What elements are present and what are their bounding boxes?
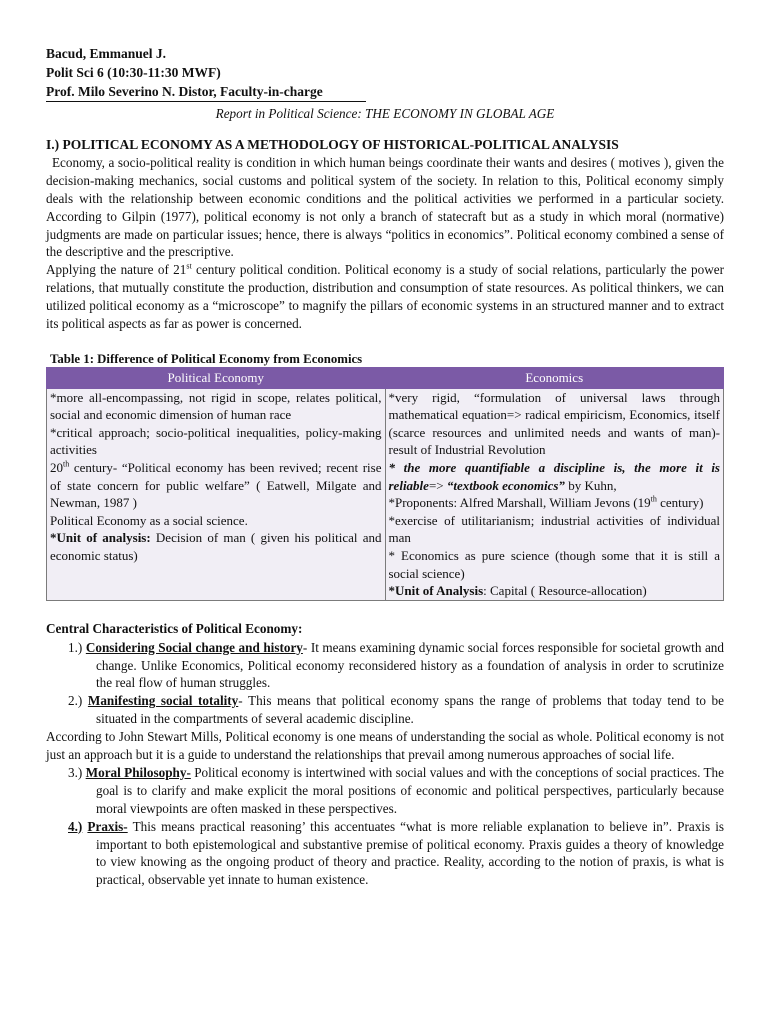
list-item-title: Considering Social change and history [85, 639, 303, 655]
text-run: => [428, 477, 447, 493]
table-caption: Table 1: Difference of Political Economy from Economics [50, 351, 363, 366]
superscript: th [650, 494, 657, 504]
characteristics-heading: Central Characteristics of Political Economy: [46, 620, 303, 636]
text-run: Applying the nature of 21 [46, 262, 187, 278]
bold-italic-text: * the more quantifiable a discipline is, the more it is reliable [388, 459, 720, 493]
document-page [46, 44, 724, 889]
pe-point-scope: *more all-encompassing, not rigid in scope, relates political, social and economic dimension of human race [50, 389, 382, 423]
report-title: Report in Political Science: THE ECONOMY IN GLOBAL AGE [215, 106, 555, 121]
ec-point-proponents [389, 494, 721, 512]
pe-point-unit-of-analysis [50, 529, 382, 564]
list-number: 2.) [68, 693, 83, 709]
ec-point-utilitarianism: *exercise of utilitarianism; industrial activities of individual man [388, 512, 720, 546]
text-run: Decision of man ( given his political and economic status) [50, 530, 382, 563]
ec-point-pure-science: * Economics as pure science (though some that it is still a social science) [388, 547, 720, 581]
text-run: by Kuhn, [564, 477, 617, 493]
cell-economics [385, 388, 724, 600]
ec-point-unit-of-analysis [389, 582, 721, 600]
list-number: 1.) [68, 639, 83, 655]
text-run: century political condition. Political economy is a study of social relations, particularly the power relations, that mutually constitute the production, distribution and consumption of state resources. As political thinkers, we can utilized political economy as a “microscope” to magnify the pillars of economic systems in an structured manner and to extract its political aspects as far as power is concerned. [46, 262, 724, 332]
list-item-praxis [46, 818, 724, 890]
comparison-table [46, 367, 724, 601]
list-item-text: - It means examining dynamic social forces responsible for societal growth and change. Unlike Economics, Political economy reconsidered history as a foundation of analysis in order to scrutinize the real flow of human struggles. [96, 639, 724, 691]
bold-label: *Unit of Analysis [388, 583, 484, 599]
paragraph-21st-century [46, 261, 724, 333]
table-header-row [47, 367, 724, 388]
list-item-moral-philosophy [46, 764, 724, 818]
section-heading: I.) POLITICAL ECONOMY AS A METHODOLOGY OF HISTORICAL-POLITICAL ANALYSIS [46, 136, 619, 152]
ec-point-quantifiable [389, 459, 721, 494]
pe-point-social-science: Political Economy as a social science. [50, 512, 248, 528]
pe-point-20th-century [50, 459, 382, 512]
table-row [47, 388, 724, 600]
bold-label: *Unit of analysis: [50, 530, 151, 546]
header-economics: Economics [385, 367, 724, 388]
list-number: 3.) [68, 764, 83, 780]
text-run: 20 [50, 459, 63, 475]
list-item-title: Moral Philosophy- [85, 764, 191, 780]
text-run: *Proponents: Alfred Marshall, William Jevons (19 [388, 495, 651, 511]
list-item-text: Political economy is intertwined with social values and with the conceptions of social practices. The goal is to clarify and make explicit the moral positions of economic and political perspectives, particularly because moral viewpoints are often masked in these perspectives. [96, 764, 725, 816]
list-item-text: - This means that political economy spans the range of problems that today tend to be situated in the compartments of several academic discipline. [96, 693, 724, 727]
paragraph-economy: Economy, a socio-political reality is condition in which human beings coordinate their wants and desires ( motives ), given the decision-making mechanics, social customs and political system of the society. In relation to this, Political economy simply deals with the relationship between economic conditions and the political activities we performed in a particular society. According to Gilpin (1977), political economy is not only a branch of statecraft but as a study in which moral (normative) judgments are made on particular issues; hence, there is always “politics in economics”. Political economy combined a sense of the descriptive and the prescriptive. [46, 154, 724, 260]
bold-italic-text: “textbook economics” [446, 477, 565, 493]
pe-point-critical: *critical approach; socio-political inequalities, policy-making activities [50, 424, 382, 458]
professor-info: Prof. Milo Severino N. Distor, Faculty-in-charge [46, 82, 366, 102]
text-run: century) [656, 495, 704, 511]
ec-point-rigid: *very rigid, “formulation of universal laws through mathematical equation=> radical empiricism, Economics, itself (scarce resources and unlimited needs and wants of man)- result of Industrial Revolution [388, 389, 720, 458]
list-item-title: Manifesting social totality [87, 693, 239, 709]
list-item-social-change [46, 639, 724, 693]
course-info: Polit Sci 6 (10:30-11:30 MWF) [46, 65, 221, 80]
list-item-social-totality [46, 692, 724, 728]
text-run: century- “Political economy has been revived; recent rise of state concern for public welfare” ( Eatwell, Milgate and Newman, 1987 ) [50, 459, 382, 511]
paragraph-mills: According to John Stewart Mills, Political economy is one means of understanding the social as whole. Political economy is not just an approach but it is a guide to understand the relationships that prevail among numerous approaches of social life. [46, 729, 724, 763]
superscript: th [63, 459, 70, 469]
author-name: Bacud, Emmanuel J. [46, 46, 167, 61]
list-number: 4.) [68, 818, 83, 834]
cell-political-economy [47, 388, 386, 600]
header-political-economy: Political Economy [47, 367, 386, 388]
list-item-text: This means practical reasoning’ this accentuates “what is more reliable explanation to believe in”. Praxis is important to both epistemological and substantive premise of political economy. Praxis guides a theory of knowledge to view knowing as the ongoing product of theory and practice. Reality, according to the notion of praxis, is what is practical, observable yet innate to human existence. [96, 818, 725, 888]
list-item-title: Praxis- [87, 818, 128, 834]
text-run: : Capital ( Resource-allocation) [483, 583, 647, 599]
superscript: st [186, 261, 192, 271]
